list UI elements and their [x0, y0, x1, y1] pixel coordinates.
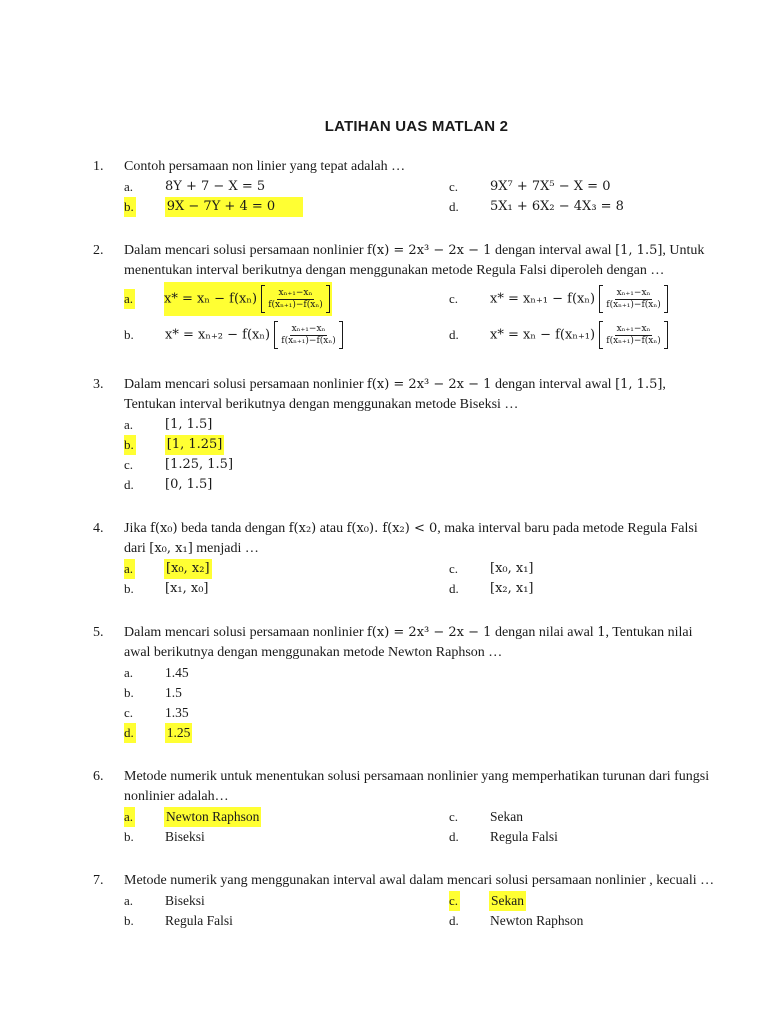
option-letter: b.: [124, 327, 134, 342]
option-c: [449, 807, 749, 827]
option-d: [449, 197, 749, 217]
option-letter: c.: [449, 891, 460, 911]
option-text: 9X⁷ + 7X⁵ − X = 0: [490, 179, 611, 194]
option-letter: b.: [124, 197, 136, 217]
option-text: Regula Falsi: [490, 829, 558, 844]
option-b-answer: [124, 197, 449, 217]
option-d-answer: [124, 723, 449, 743]
option-text: 1.35: [165, 705, 189, 720]
option-d: [449, 317, 749, 353]
option-letter: c.: [449, 809, 459, 824]
option-b: [124, 911, 449, 931]
option-c-answer: [449, 891, 749, 911]
option-a: [124, 177, 449, 197]
option-letter: d.: [449, 913, 459, 928]
question-5: [93, 623, 720, 743]
option-a-answer: [124, 559, 449, 579]
option-text: 5X₁ + 6X₂ − 4X₃ = 8: [490, 199, 624, 214]
option-a: [124, 415, 449, 435]
option-text: [x₀, x₂]: [164, 559, 212, 579]
option-letter: a.: [124, 665, 134, 680]
option-letter: c.: [124, 457, 134, 472]
question-4: [93, 519, 720, 599]
option-text: [x₁, x₀]: [165, 581, 209, 596]
option-text: [x₀, x₁]: [490, 561, 534, 576]
option-text: Regula Falsi: [165, 913, 233, 928]
options: [124, 415, 720, 495]
question-7: [93, 871, 720, 931]
option-text: Biseksi: [165, 829, 205, 844]
question-number: 5.: [93, 625, 104, 640]
option-a: [124, 891, 449, 911]
option-letter: d.: [449, 581, 459, 596]
option-c: [124, 703, 449, 723]
option-letter: b.: [124, 581, 134, 596]
option-letter: c.: [449, 291, 459, 306]
option-letter: b.: [124, 435, 136, 455]
question-1: [93, 157, 720, 217]
option-letter: b.: [124, 913, 134, 928]
option-letter: a.: [124, 807, 135, 827]
option-b: [124, 317, 449, 353]
question-text: Dalam mencari solusi persamaan nonlinier f(x) = 2x³ − 2x − 1 dengan nilai awal 1, Tentukan nilai awal berikutnya dengan menggunakan metode Newton Raphson …: [124, 625, 693, 660]
option-letter: a.: [124, 417, 134, 432]
function-expr: f(x) = 2x³ − 2x − 1: [366, 377, 492, 392]
option-d: [124, 475, 449, 495]
option-c: [449, 559, 749, 579]
option-text: Sekan: [490, 809, 523, 824]
option-letter: a.: [124, 559, 135, 579]
option-a: [124, 663, 449, 683]
option-d: [449, 827, 749, 847]
option-a-answer: [124, 807, 449, 827]
option-text: Newton Raphson: [490, 913, 584, 928]
option-letter: c.: [449, 179, 459, 194]
option-letter: d.: [124, 723, 136, 743]
option-text: [1, 1.5]: [165, 417, 213, 432]
question-text: Metode numerik yang menggunakan interval awal dalam mencari solusi persamaan nonlinier , kecuali …: [124, 873, 715, 888]
options: [124, 281, 720, 353]
interval-expr: [1, 1.5]: [615, 243, 663, 258]
page-title: LATIHAN UAS MATLAN 2: [324, 118, 509, 135]
option-b-answer: [124, 435, 449, 455]
option-letter: d.: [449, 327, 459, 342]
option-letter: d.: [449, 829, 459, 844]
option-formula: x* = xₙ − f(xₙ) $\frac{\text{xₙ₊₁−xₙ}}{\text{f(xₙ₊₁)−f(xₙ)}}$: [164, 282, 332, 316]
option-text: 9X − 7Y + 4 = 0: [165, 197, 303, 217]
question-3: [93, 375, 720, 495]
option-d: [449, 579, 749, 599]
option-formula: x* = xₙ − f(xₙ₊₁) $\frac{\text{xₙ₊₁−xₙ}}{\text{f(xₙ₊₁)−f(xₙ)}}$: [490, 318, 668, 352]
question-number: 3.: [93, 377, 104, 392]
option-text: Newton Raphson: [164, 807, 261, 827]
option-text: Biseksi: [165, 893, 205, 908]
options: [124, 177, 720, 217]
option-text: 1.45: [165, 665, 189, 680]
option-text: [1.25, 1.5]: [165, 457, 234, 472]
option-a-answer: [124, 281, 449, 317]
options: [124, 559, 720, 599]
function-expr: f(x) = 2x³ − 2x − 1: [366, 243, 492, 258]
option-formula: x* = xₙ₊₂ − f(xₙ) $\frac{\text{xₙ₊₁−xₙ}}{\text{f(xₙ₊₁)−f(xₙ)}}$: [165, 318, 343, 352]
question-text: Jika f(x₀) beda tanda dengan f(x₂) atau f(x₀). f(x₂) < 0, maka interval baru pada metode Regula Falsi dari [x₀, x₁] menjadi …: [124, 521, 698, 556]
options: [124, 663, 720, 743]
option-text: 8Y + 7 − X = 5: [165, 179, 266, 194]
option-text: Sekan: [489, 891, 526, 911]
question-number: 7.: [93, 873, 104, 888]
question-text: Dalam mencari solusi persamaan nonlinier f(x) = 2x³ − 2x − 1 dengan interval awal [1, 1.5], Untuk menentukan interval berikutnya dengan menggunakan metode Regula Falsi diperoleh dengan …: [124, 243, 705, 278]
option-d: [449, 911, 749, 931]
question-text: Contoh persamaan non linier yang tepat adalah …: [124, 159, 406, 174]
options: [124, 807, 720, 847]
option-letter: a.: [124, 289, 135, 309]
question-2: [93, 241, 720, 353]
option-text: 1.5: [165, 685, 182, 700]
options: [124, 891, 720, 931]
option-letter: d.: [449, 199, 459, 214]
question-text: Metode numerik untuk menentukan solusi persamaan nonlinier yang memperhatikan turunan dari fungsi nonlinier adalah…: [124, 769, 710, 804]
interval-expr: [1, 1.5]: [615, 377, 663, 392]
question-number: 1.: [93, 159, 104, 174]
option-letter: b.: [124, 829, 134, 844]
option-c: [449, 177, 749, 197]
option-c: [124, 455, 449, 475]
option-text: [0, 1.5]: [165, 477, 213, 492]
question-number: 2.: [93, 243, 104, 258]
option-c: [449, 281, 749, 317]
question-6: [93, 767, 720, 847]
option-formula: x* = xₙ₊₁ − f(xₙ) $\frac{\text{xₙ₊₁−xₙ}}{\text{f(xₙ₊₁)−f(xₙ)}}$: [490, 282, 668, 316]
option-letter: a.: [124, 179, 134, 194]
question-number: 4.: [93, 521, 104, 536]
question-text: Dalam mencari solusi persamaan nonlinier f(x) = 2x³ − 2x − 1 dengan interval awal [1, 1.5], Tentukan interval berikutnya dengan menggunakan metode Biseksi …: [124, 377, 666, 412]
option-text: [1, 1.25]: [165, 435, 225, 455]
option-letter: a.: [124, 893, 134, 908]
question-number: 6.: [93, 769, 104, 784]
function-expr: f(x) = 2x³ − 2x − 1: [366, 625, 492, 640]
option-letter: b.: [124, 685, 134, 700]
option-letter: c.: [124, 705, 134, 720]
option-b: [124, 827, 449, 847]
option-b: [124, 579, 449, 599]
option-letter: d.: [124, 477, 134, 492]
option-b: [124, 683, 449, 703]
option-letter: c.: [449, 561, 459, 576]
option-text: [x₂, x₁]: [490, 581, 534, 596]
option-text: 1.25: [165, 723, 193, 743]
